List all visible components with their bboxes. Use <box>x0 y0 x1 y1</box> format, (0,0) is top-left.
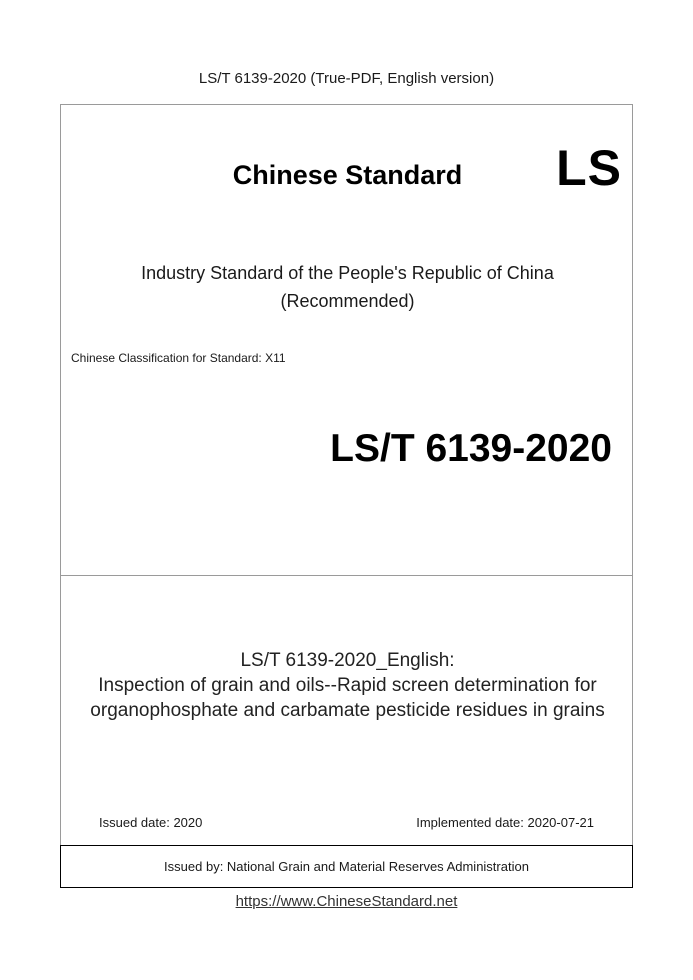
website-link[interactable]: https://www.ChineseStandard.net <box>235 893 458 910</box>
standard-title-line: organophosphate and carbamate pesticide residues in grains <box>90 700 605 721</box>
recommended-line: (Recommended) <box>280 291 415 311</box>
cover-title: Chinese Standard <box>232 160 463 190</box>
standard-title-line: LS/T 6139-2020_English: <box>240 650 455 671</box>
classification-label: Chinese Classification for Standard: X11 <box>71 351 286 365</box>
industry-line: Industry Standard of the People's Republic of China <box>141 263 554 283</box>
issuer-text: Issued by: National Grain and Material Reserves Administration <box>164 859 529 874</box>
industry-standard-block <box>61 259 634 315</box>
issuer-box <box>60 845 633 888</box>
standard-title-block <box>61 648 634 723</box>
cover-frame <box>60 104 633 888</box>
implemented-date: Implemented date: 2020-07-21 <box>416 815 594 830</box>
standard-number: LS/T 6139-2020 <box>330 427 612 470</box>
ls-mark: LS <box>556 140 622 196</box>
issued-date: Issued date: 2020 <box>99 815 203 830</box>
section-divider <box>61 575 632 576</box>
standard-title-line: Inspection of grain and oils--Rapid screen determination for <box>98 675 597 696</box>
page-header: LS/T 6139-2020 (True-PDF, English version) <box>198 70 495 87</box>
